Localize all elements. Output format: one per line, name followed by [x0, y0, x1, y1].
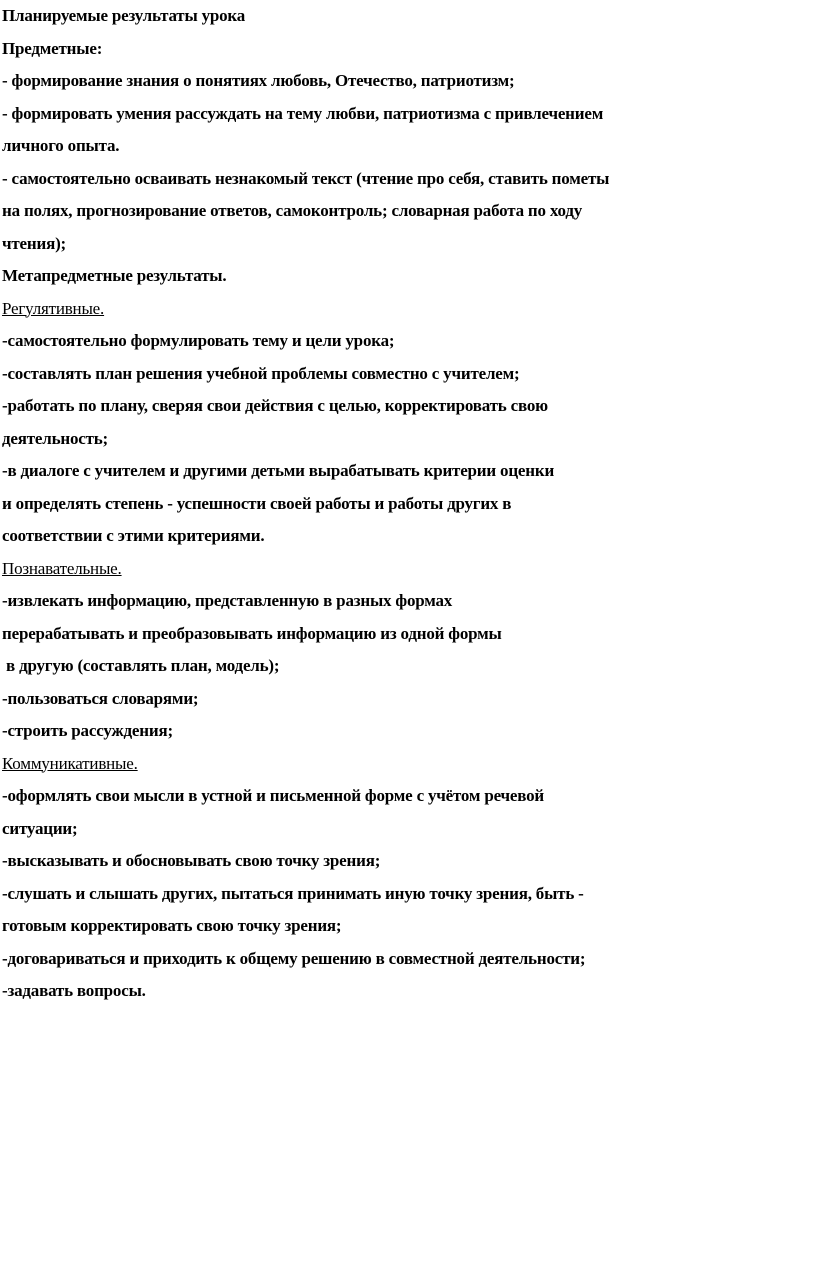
regulative-line: деятельность; [2, 428, 109, 448]
cognitive-line: -пользоваться словарями; [2, 688, 199, 708]
communicative-heading: Коммуникативные. [2, 753, 138, 773]
subject-line: - формирование знания о понятиях любовь, Отечество, патриотизм; [2, 71, 515, 90]
cognitive-line: -извлекать информацию, представленную в разных формах [2, 591, 453, 610]
regulative-line: -составлять план решения учебной проблемы совместно с учителем; [2, 363, 520, 383]
communicative-line: -оформлять свои мысли в устной и письменной форме с учётом речевой [2, 786, 544, 805]
cognitive-line: перерабатывать и преобразовывать информацию из одной формы [2, 623, 502, 643]
communicative-line: -слушать и слышать других, пытаться принимать иную точку зрения, быть - [2, 883, 584, 903]
subject-line: - самостоятельно осваивать незнакомый текст (чтение про себя, ставить пометы [2, 168, 610, 188]
subject-line: - формировать умения рассуждать на тему любви, патриотизма с привлечением [2, 103, 604, 123]
regulative-line: -в диалоге с учителем и другими детьми вырабатывать критерии оценки [2, 461, 555, 480]
regulative-line: и определять степень - успешности своей работы и работы других в [2, 493, 512, 513]
cognitive-heading: Познавательные. [2, 558, 122, 578]
regulative-heading: Регулятивные. [2, 298, 105, 318]
subject-line: личного опыта. [2, 136, 120, 155]
cognitive-line: -строить рассуждения; [2, 721, 173, 740]
communicative-line: -высказывать и обосновывать свою точку зрения; [2, 851, 381, 870]
regulative-line: -работать по плану, сверяя свои действия с целью, корректировать свою [2, 396, 548, 415]
regulative-line: соответствии с этими критериями. [2, 526, 265, 545]
cognitive-line: в другую (составлять план, модель); [2, 656, 280, 675]
communicative-line: -договариваться и приходить к общему решению в совместной деятельности; [2, 948, 586, 968]
document-title: Планируемые результаты урока [2, 6, 246, 25]
meta-results-heading: Метапредметные результаты. [2, 266, 227, 285]
subject-results-heading: Предметные: [2, 38, 103, 58]
communicative-line: -задавать вопросы. [2, 981, 146, 1000]
communicative-line: ситуации; [2, 818, 78, 838]
subject-line: на полях, прогнозирование ответов, самоконтроль; словарная работа по ходу [2, 201, 583, 220]
regulative-line: -самостоятельно формулировать тему и цели урока; [2, 331, 395, 350]
communicative-line: готовым корректировать свою точку зрения; [2, 916, 342, 935]
subject-line: чтения); [2, 233, 66, 253]
